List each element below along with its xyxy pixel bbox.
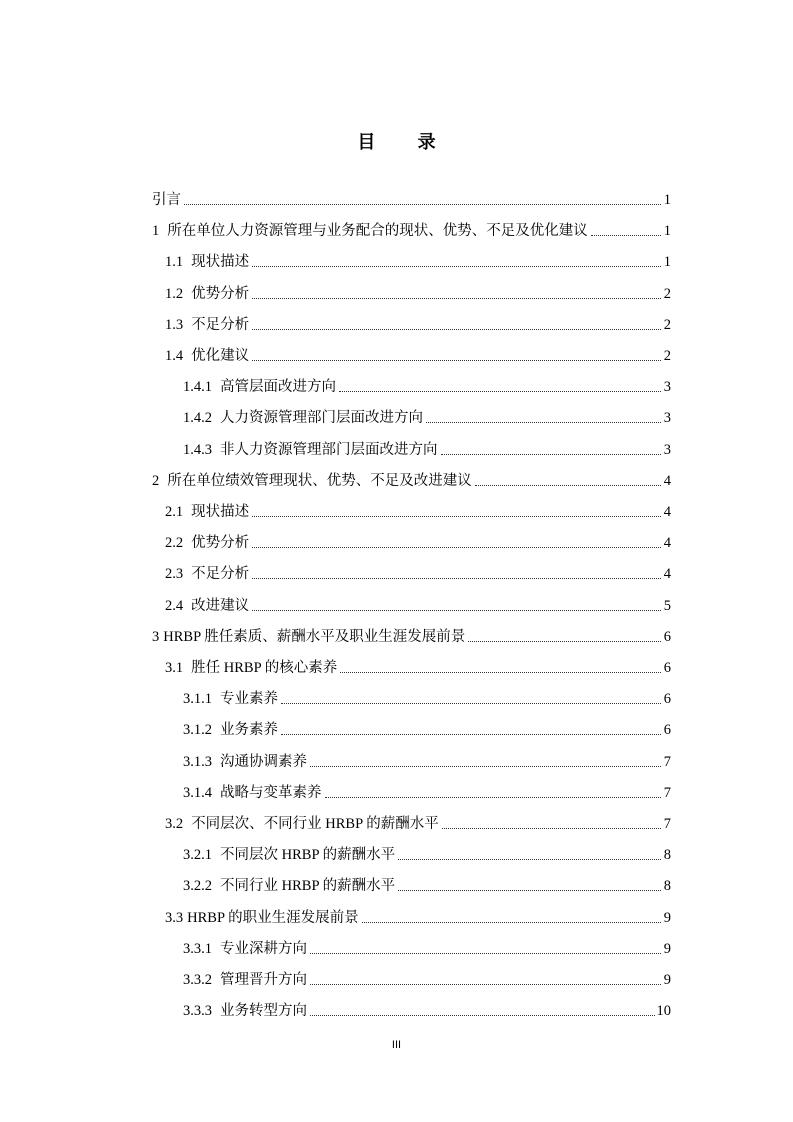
toc-entry-title: 不同层次、不同行业 HRBP 的薪酬水平: [191, 816, 439, 832]
toc-entry[interactable]: [165, 283, 671, 305]
toc-entry-page: 1: [663, 192, 671, 208]
toc-entry-title: 优势分析: [191, 535, 250, 552]
dot-leader: [362, 922, 661, 923]
toc-entry-page: 5: [663, 597, 671, 614]
toc-entry-title: 改进建议: [191, 597, 250, 614]
toc-entry[interactable]: [152, 626, 671, 648]
toc-entry-number: 3.1: [165, 660, 184, 676]
toc-entry-title: 胜任 HRBP 的核心素养: [191, 660, 338, 676]
toc-entry-title: HRBP 胜任素质、薪酬水平及职业生涯发展前景: [163, 628, 466, 645]
dot-leader: [442, 828, 661, 829]
toc-entry[interactable]: [165, 314, 671, 336]
toc-entry-page: 8: [663, 878, 671, 895]
toc-entry[interactable]: [183, 376, 671, 398]
toc-entry-number: 2.1: [165, 504, 184, 520]
toc-entry-number: 1.4.2: [183, 410, 212, 427]
toc-entry-number: 3.3.1: [183, 940, 212, 957]
toc-entry[interactable]: [183, 1000, 671, 1022]
dot-leader: [281, 703, 661, 704]
dot-leader: [339, 391, 661, 392]
toc-entry-number: 2: [152, 472, 160, 489]
toc-entry-title: 专业素养: [220, 691, 278, 708]
toc-entry-title: 管理晋升方向: [220, 972, 307, 988]
toc-entry-number: 1.1: [165, 254, 184, 271]
toc-entry-number: 2.2: [165, 535, 184, 552]
toc-entry-page: 9: [663, 940, 671, 957]
dot-leader: [310, 984, 661, 985]
toc-entry-page: 6: [663, 628, 671, 645]
dot-leader: [184, 204, 661, 205]
toc-entry-title: 高管层面改进方向: [220, 379, 336, 396]
toc-entry-page: 9: [663, 909, 671, 926]
toc-entry-title: 业务转型方向: [220, 1003, 307, 1020]
toc-entry-number: 3.3: [165, 909, 184, 926]
toc-entry-page: 3: [663, 379, 671, 396]
toc-entry[interactable]: [183, 844, 671, 866]
toc-entry[interactable]: [183, 407, 671, 429]
toc-entry[interactable]: [165, 345, 671, 367]
toc-entry-title: 非人力资源管理部门层面改进方向: [220, 441, 438, 458]
toc-entry-page: 2: [663, 316, 671, 333]
toc-entry-page: 4: [663, 472, 671, 489]
toc-entry[interactable]: [183, 688, 671, 710]
toc-entry-title: 优化建议: [191, 348, 250, 364]
toc-entry-title: 业务素养: [220, 722, 278, 739]
dot-leader: [398, 890, 661, 891]
toc-entry-title: 不同行业 HRBP 的薪酬水平: [220, 878, 396, 895]
toc-entry-number: 3.3.2: [183, 972, 212, 988]
dot-leader: [340, 672, 661, 673]
toc-entry[interactable]: [165, 907, 671, 929]
toc-entry-number: 1.4.3: [183, 441, 212, 458]
dot-leader: [252, 578, 661, 579]
dot-leader: [475, 485, 661, 486]
toc-entry[interactable]: [165, 251, 671, 273]
dot-leader: [398, 859, 661, 860]
toc-entry-title: 沟通协调素养: [220, 753, 307, 770]
toc-entry[interactable]: [165, 813, 671, 835]
toc-entry-page: 3: [663, 441, 671, 458]
toc-entry[interactable]: [183, 719, 671, 741]
toc-entry-number: 3.1.4: [183, 784, 212, 801]
toc-entry[interactable]: [183, 875, 671, 897]
dot-leader: [591, 235, 661, 236]
toc-entry[interactable]: [183, 439, 671, 461]
toc-entry-title: 现状描述: [191, 504, 250, 520]
toc-entry-title: 人力资源管理部门层面改进方向: [220, 410, 423, 427]
toc-entry-page: 3: [663, 410, 671, 427]
dot-leader: [310, 766, 661, 767]
toc-entry-title: 现状描述: [191, 254, 250, 271]
toc-entry-number: 3.2.2: [183, 878, 212, 895]
toc-entry[interactable]: [152, 470, 671, 492]
toc-entry-number: 3.1.2: [183, 722, 212, 739]
toc-entry-page: 6: [663, 722, 671, 739]
toc-title: 目 录: [357, 132, 454, 153]
toc-entry-page: 1: [663, 254, 671, 271]
toc-entry-number: 3.3.3: [183, 1003, 212, 1020]
toc-entry-page: 4: [663, 504, 671, 520]
dot-leader: [468, 641, 661, 642]
toc-entry-number: 3.2: [165, 816, 184, 832]
dot-leader: [252, 610, 661, 611]
toc-entry-title: 不足分析: [191, 566, 250, 583]
toc-entry-page: 2: [663, 285, 671, 302]
toc-entry-page: 7: [663, 816, 671, 832]
toc-entry-page: 2: [663, 348, 671, 364]
toc-entry-number: 1: [152, 223, 160, 240]
toc-entry[interactable]: [183, 969, 671, 991]
toc-entry-page: 4: [663, 535, 671, 552]
toc-entry-number: 3.1.3: [183, 753, 212, 770]
toc-entry[interactable]: [165, 563, 671, 585]
dot-leader: [310, 1015, 655, 1016]
toc-entry-number: 1.4: [165, 348, 184, 364]
toc-entry-number: 3: [152, 628, 160, 645]
toc-entry-title: 不同层次 HRBP 的薪酬水平: [220, 847, 396, 864]
dot-leader: [252, 547, 661, 548]
dot-leader: [426, 422, 661, 423]
toc-entry[interactable]: [165, 657, 671, 679]
toc-entry-page: 6: [663, 660, 671, 676]
page-number: III: [391, 1039, 402, 1051]
toc-entry[interactable]: [152, 220, 671, 242]
dot-leader: [441, 454, 662, 455]
toc-entry-page: 8: [663, 847, 671, 864]
toc-entry-number: 3.2.1: [183, 847, 212, 864]
toc-entry[interactable]: [165, 532, 671, 554]
toc-entry-page: 7: [663, 753, 671, 770]
dot-leader: [325, 797, 662, 798]
toc-entry-page: 1: [663, 223, 671, 240]
toc-entry-page: 10: [656, 1003, 671, 1020]
toc-entry-number: 1.2: [165, 285, 184, 302]
toc-entry-title: 不足分析: [191, 316, 250, 333]
toc-entry[interactable]: [165, 595, 671, 617]
dot-leader: [310, 953, 661, 954]
toc-entry-page: 4: [663, 566, 671, 583]
toc-entry-title: 所在单位绩效管理现状、优势、不足及改进建议: [167, 472, 472, 489]
dot-leader: [252, 360, 661, 361]
toc-entry-number: 1.3: [165, 316, 184, 333]
toc-entry-number: 1.4.1: [183, 379, 212, 396]
dot-leader: [252, 266, 661, 267]
dot-leader: [252, 516, 661, 517]
toc-entry[interactable]: [152, 189, 671, 211]
toc-entry[interactable]: [183, 751, 671, 773]
toc-entry-number: 3.1.1: [183, 691, 212, 708]
toc-entry[interactable]: [183, 938, 671, 960]
toc-entry-page: 7: [663, 784, 671, 801]
dot-leader: [281, 734, 661, 735]
dot-leader: [252, 329, 661, 330]
toc-entry-page: 6: [663, 691, 671, 708]
toc-entry-title: 优势分析: [191, 285, 250, 302]
toc-entry-title: 专业深耕方向: [220, 940, 307, 957]
toc-entry-number: 2.4: [165, 597, 184, 614]
toc-entry-title: 所在单位人力资源管理与业务配合的现状、优势、不足及优化建议: [167, 223, 588, 240]
toc-entry-number: 2.3: [165, 566, 184, 583]
toc-entry-title: HRBP 的职业生涯发展前景: [187, 909, 359, 926]
dot-leader: [252, 298, 661, 299]
toc-entry[interactable]: [183, 782, 671, 804]
toc-entry[interactable]: [165, 501, 671, 523]
toc-entry-title: 战略与变革素养: [220, 784, 322, 801]
toc-entry-page: 9: [663, 972, 671, 988]
toc-entry-title: 引言: [152, 192, 181, 208]
